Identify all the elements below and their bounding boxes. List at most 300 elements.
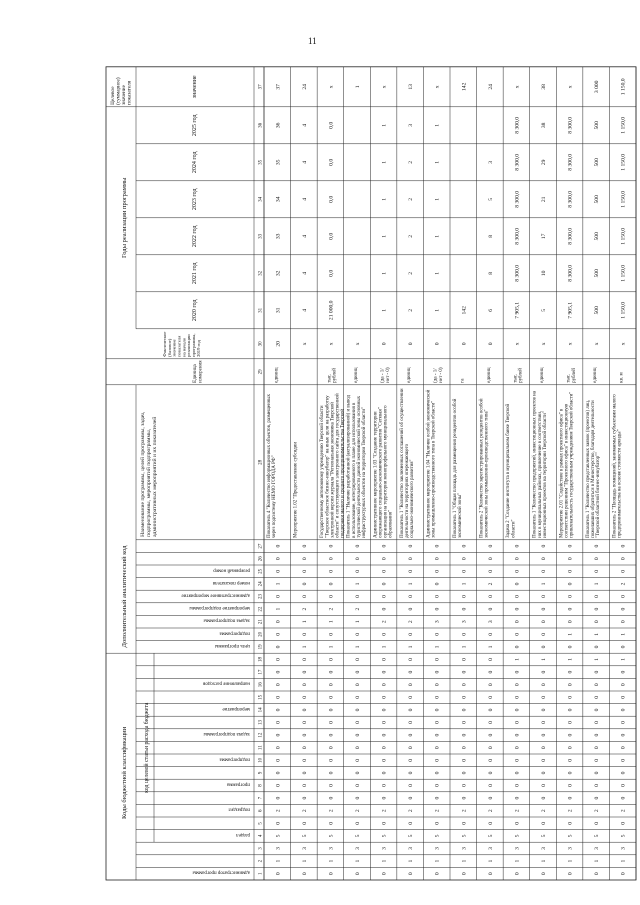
- code-cell: 0: [514, 695, 521, 699]
- code-cell: 0: [434, 771, 441, 775]
- row-year-value: 500: [594, 269, 601, 278]
- code-cell: 0: [301, 595, 308, 598]
- code-cell: 0: [461, 683, 468, 687]
- code-cell: 1: [567, 632, 574, 636]
- row-year-value: 10: [541, 270, 547, 277]
- row-target: 38: [541, 84, 547, 90]
- code-cell: 0: [355, 746, 361, 750]
- code-cell: 0: [301, 632, 308, 636]
- row-year-value: 1: [434, 160, 441, 164]
- row-year-value: 8: [487, 234, 494, 238]
- column-number: 28: [258, 459, 264, 465]
- code-cell: 0: [408, 746, 415, 750]
- row-unit: единиц: [593, 367, 599, 383]
- code-cell: 0: [541, 632, 547, 636]
- code-cell: 0: [514, 821, 521, 825]
- years-group-header: Годы реализации программы: [121, 177, 128, 258]
- code-cell: 0: [328, 708, 335, 712]
- code-cell: 0: [594, 595, 601, 598]
- column-number: 17: [258, 669, 264, 675]
- code-cell: 0: [461, 670, 468, 674]
- code-cell: 2: [487, 582, 494, 586]
- code-cell: 0: [275, 683, 282, 687]
- row-year-value: 500: [594, 306, 601, 315]
- code-cell: 1: [594, 658, 601, 661]
- code-cell: 5: [487, 834, 494, 838]
- row-year-value: 1: [381, 197, 388, 201]
- code-cell: 0: [487, 607, 494, 611]
- code-cell: 0: [541, 758, 547, 762]
- code-cell: 0: [620, 771, 627, 775]
- code-cell: 0: [301, 658, 308, 661]
- code-cell: 1: [355, 620, 361, 624]
- code-cell: 0: [514, 607, 521, 611]
- row-year-value: 5: [487, 197, 494, 201]
- code-cell: 1: [541, 582, 547, 586]
- column-number: 30: [258, 341, 264, 347]
- code-cell: 1: [275, 859, 282, 863]
- row-year-value: 0,0: [328, 121, 335, 129]
- code-cell: 0: [275, 872, 282, 876]
- code-cell: 1: [487, 645, 494, 649]
- code-cell: 0: [594, 557, 601, 561]
- code-column-label: подраздел: [228, 806, 250, 812]
- code-cell: 0: [461, 758, 468, 762]
- code-cell: 0: [594, 620, 601, 624]
- code-cell: 0: [408, 771, 415, 775]
- code-cell: 1: [434, 859, 441, 863]
- code-cell: 0: [275, 658, 282, 661]
- code-cell: 0: [567, 733, 574, 737]
- code-cell: 0: [541, 670, 547, 674]
- code-column-label: мероприятие подпрограммы: [189, 605, 250, 611]
- code-cell: 0: [567, 821, 574, 825]
- row-year-value: 1: [381, 271, 388, 275]
- code-cell: 5: [381, 834, 388, 838]
- code-cell: 0: [275, 733, 282, 737]
- code-cell: 0: [275, 746, 282, 750]
- row-year-value: 34: [275, 196, 282, 203]
- code-cell: 0: [594, 708, 601, 712]
- code-cell: 0: [355, 796, 361, 800]
- row-year-value: 1 150,0: [620, 153, 627, 171]
- code-cell: 0: [487, 632, 494, 636]
- code-cell: 0: [514, 708, 521, 712]
- row-year-value: 500: [594, 195, 601, 204]
- code-cell: 5: [434, 834, 441, 838]
- code-cell: 0: [461, 821, 468, 825]
- code-column-label: подпрограмма: [219, 630, 250, 636]
- year-column-header: 2020 год: [192, 299, 198, 322]
- code-cell: 0: [514, 721, 521, 724]
- column-number: 10: [258, 757, 264, 763]
- code-cell: 0: [541, 595, 547, 598]
- column-number: 8: [258, 784, 264, 787]
- code-cell: 0: [301, 771, 308, 775]
- row-year-value: 21: [541, 196, 547, 203]
- code-cell: 0: [487, 569, 494, 573]
- code-cell: 0: [434, 544, 441, 548]
- code-cell: 0: [594, 758, 601, 762]
- code-cell: 0: [620, 733, 627, 737]
- year-column-header: 2025 год: [192, 114, 198, 137]
- code-column-label: мероприятие: [222, 705, 250, 711]
- row-target: х: [381, 85, 388, 89]
- code-cell: 0: [275, 595, 282, 598]
- code-cell: 1: [408, 859, 415, 863]
- column-number: 1: [258, 872, 264, 875]
- code-cell: 0: [301, 746, 308, 750]
- row-name: Государственному автономному учреждению Тверской области"Тверское областное бизнес-инкубатор" на иные цели на разработкуэлектронной версии журнала "Региональная экономика Тверскойобласти" и сопутствующего электронного сайта для государственнойподдержки малого и среднего предпринимательства Тверской: [320, 393, 346, 538]
- code-cell: 1: [620, 632, 627, 636]
- code-cell: 2: [487, 809, 494, 813]
- code-cell: 0: [328, 746, 335, 750]
- code-cell: 1: [567, 859, 574, 863]
- column-number: 5: [258, 822, 264, 825]
- row-year-value: 4: [301, 197, 308, 201]
- code-cell: 3: [514, 847, 521, 850]
- code-cell: 0: [381, 632, 388, 636]
- code-cell: 3: [461, 847, 468, 850]
- row-fact: х: [620, 342, 627, 346]
- row-target: 3 000: [594, 80, 601, 94]
- row-year-value: 4: [301, 271, 308, 275]
- code-cell: 2: [328, 809, 335, 813]
- code-cell: 0: [408, 683, 415, 687]
- row-year-value: 8 300,0: [514, 264, 521, 282]
- code-cell: 0: [355, 733, 361, 737]
- code-cell: 0: [567, 620, 574, 624]
- column-number: 29: [258, 369, 264, 375]
- code-cell: 3: [275, 847, 282, 850]
- code-cell: 0: [487, 721, 494, 724]
- code-cell: 2: [328, 607, 335, 611]
- code-cell: 0: [567, 796, 574, 800]
- code-cell: 1: [461, 859, 468, 863]
- code-cell: 0: [381, 695, 388, 699]
- code-cell: 0: [541, 683, 547, 687]
- code-cell: 0: [514, 557, 521, 561]
- code-cell: 0: [408, 607, 415, 611]
- code-cell: 0: [275, 695, 282, 699]
- code-cell: 1: [408, 582, 415, 586]
- code-cell: 0: [487, 708, 494, 712]
- code-cell: 0: [594, 821, 601, 825]
- code-cell: 0: [408, 632, 415, 636]
- code-cell: 0: [594, 544, 601, 548]
- code-cell: 0: [487, 595, 494, 598]
- row-year-value: 8 300,0: [567, 227, 574, 245]
- code-cell: 1: [594, 859, 601, 863]
- row-year-value: 3: [408, 123, 415, 127]
- code-cell: 0: [567, 557, 574, 561]
- code-cell: 0: [434, 658, 441, 661]
- code-cell: 5: [328, 834, 335, 838]
- code-cell: 0: [514, 758, 521, 762]
- row-unit: тыс.рублей: [566, 368, 577, 383]
- code-cell: 0: [355, 569, 361, 573]
- code-cell: 0: [567, 695, 574, 699]
- code-cell: 0: [541, 544, 547, 548]
- code-cell: 0: [487, 821, 494, 825]
- code-cell: 0: [328, 632, 335, 636]
- code-cell: 1: [328, 859, 335, 863]
- code-cell: 1: [620, 859, 627, 863]
- year-column-header: 2022 год: [192, 225, 198, 248]
- code-cell: 0: [275, 569, 282, 573]
- budget-section-header: код целевой статьи расхода бюджета: [144, 702, 150, 793]
- code-cell: 0: [355, 683, 361, 687]
- column-number: 22: [258, 606, 264, 612]
- code-cell: 3: [381, 847, 388, 850]
- row-year-value: 7 905,1: [567, 301, 574, 319]
- row-year-value: 0,0: [328, 269, 335, 277]
- code-cell: 0: [301, 582, 308, 586]
- row-target: 142: [461, 82, 468, 91]
- code-cell: 1: [275, 607, 282, 611]
- code-cell: 2: [301, 607, 308, 611]
- code-cell: 2: [355, 809, 361, 813]
- code-cell: 1: [620, 658, 627, 661]
- row-year-value: 1: [434, 123, 441, 127]
- row-target: х: [567, 85, 574, 89]
- code-cell: 0: [461, 544, 468, 548]
- code-cell: 0: [355, 771, 361, 775]
- code-cell: 0: [620, 872, 627, 876]
- code-cell: 3: [567, 847, 574, 850]
- row-fact: х: [567, 342, 574, 346]
- code-cell: 0: [434, 569, 441, 573]
- row-year-value: 7 905,1: [514, 301, 521, 319]
- code-cell: 0: [620, 695, 627, 699]
- code-cell: 2: [355, 607, 361, 611]
- year-column-header: 2021 год: [192, 262, 198, 285]
- code-cell: 2: [381, 809, 388, 813]
- fact-column-header: Фактическое(базовое)значениепоказателяна началореализациипрограммы,2019 год: [162, 331, 201, 357]
- code-cell: 0: [567, 721, 574, 724]
- code-cell: 0: [381, 544, 388, 548]
- code-cell: 0: [487, 796, 494, 800]
- code-cell: 0: [461, 784, 468, 787]
- code-column-label: подпрограмма: [219, 756, 250, 762]
- code-cell: 0: [541, 708, 547, 712]
- row-year-value: 35: [275, 159, 282, 166]
- row-target: х: [328, 85, 335, 89]
- code-cell: 3: [620, 847, 627, 850]
- code-cell: 0: [541, 645, 547, 649]
- code-cell: 1: [381, 645, 388, 649]
- row-year-value: 21 000,0: [328, 300, 335, 321]
- code-cell: 0: [514, 784, 521, 787]
- code-cell: 0: [461, 721, 468, 724]
- code-cell: 1: [301, 645, 308, 649]
- row-year-value: 29: [541, 159, 547, 166]
- code-cell: 0: [514, 632, 521, 636]
- code-cell: 0: [275, 670, 282, 674]
- row-target: х: [514, 85, 521, 89]
- code-cell: 0: [594, 721, 601, 724]
- code-cell: 0: [567, 645, 574, 649]
- code-cell: 0: [514, 582, 521, 586]
- code-cell: 0: [275, 645, 282, 649]
- code-cell: 0: [620, 607, 627, 611]
- code-column-label: цель программы: [214, 642, 250, 648]
- code-cell: 0: [381, 670, 388, 674]
- code-cell: 0: [487, 758, 494, 762]
- code-cell: 0: [328, 557, 335, 561]
- code-cell: 0: [594, 607, 601, 611]
- row-unit: единиц: [486, 367, 492, 383]
- column-number: 2: [258, 859, 264, 863]
- code-cell: 0: [301, 821, 308, 825]
- code-cell: 1: [487, 859, 494, 863]
- column-number: 19: [258, 644, 264, 650]
- code-cell: 0: [541, 607, 547, 611]
- row-fact: х: [514, 342, 521, 346]
- row-year-value: 4: [301, 123, 308, 127]
- code-cell: 0: [461, 607, 468, 611]
- code-cell: 5: [408, 834, 415, 838]
- code-cell: 0: [567, 595, 574, 598]
- code-cell: 2: [434, 809, 441, 813]
- code-cell: 0: [487, 872, 494, 876]
- code-cell: 0: [275, 620, 282, 624]
- code-cell: 0: [381, 796, 388, 800]
- code-cell: 0: [408, 569, 415, 573]
- code-cell: 0: [275, 821, 282, 825]
- code-cell: 0: [381, 658, 388, 661]
- code-cell: 2: [594, 809, 601, 813]
- code-cell: 0: [514, 569, 521, 573]
- code-column-label: задача подпрограммы: [203, 731, 250, 737]
- row-year-value: 1 150,0: [620, 116, 627, 134]
- code-cell: 3: [408, 847, 415, 850]
- code-cell: 5: [275, 834, 282, 838]
- row-year-value: 2: [408, 234, 415, 238]
- code-cell: 0: [487, 683, 494, 687]
- code-cell: 0: [434, 721, 441, 724]
- code-cell: 0: [328, 695, 335, 699]
- row-unit: га: [460, 378, 466, 383]
- code-cell: 1: [541, 658, 547, 661]
- column-number: 27: [258, 543, 264, 549]
- row-year-value: 2: [408, 197, 415, 201]
- row-fact: 0: [408, 342, 415, 346]
- code-cell: 0: [620, 796, 627, 800]
- code-cell: 3: [434, 620, 441, 624]
- code-cell: 1: [514, 658, 521, 661]
- code-cell: 0: [594, 746, 601, 750]
- row-target: х: [434, 85, 441, 89]
- code-cell: 0: [567, 708, 574, 712]
- code-cell: 0: [301, 796, 308, 800]
- code-cell: 3: [355, 847, 361, 850]
- row-year-value: 1: [434, 308, 441, 312]
- column-number: 33: [258, 233, 264, 239]
- code-cell: 5: [620, 834, 627, 838]
- code-cell: 3: [301, 847, 308, 850]
- column-number: 14: [258, 707, 264, 713]
- row-year-value: 0,0: [328, 158, 335, 166]
- row-year-value: 1: [381, 234, 388, 238]
- code-cell: 0: [461, 771, 468, 775]
- row-name: Показатель 1 "Количество предприятий, инвестиционных проектов наних в муниципальных районах, привлечение в соответствии,инвестиционных проектов на территории Тверской области": [532, 391, 549, 538]
- code-cell: 0: [567, 683, 574, 687]
- code-cell: 0: [461, 746, 468, 750]
- code-cell: 0: [355, 658, 361, 661]
- code-cell: 0: [620, 821, 627, 825]
- row-target: 1 150,0: [620, 78, 627, 96]
- code-cell: 3: [328, 847, 335, 850]
- code-cell: 0: [328, 582, 335, 586]
- code-cell: 2: [408, 809, 415, 813]
- code-cell: 0: [328, 721, 335, 724]
- row-year-value: 3: [487, 160, 494, 164]
- row-name: Задача 2 "Создание института в муниципальном банке Тверскойобласти": [506, 403, 517, 538]
- code-cell: 2: [301, 809, 308, 813]
- code-cell: 0: [328, 595, 335, 598]
- row-fact: 0: [434, 342, 441, 346]
- row-year-value: 1 150,0: [620, 264, 627, 282]
- code-cell: 0: [594, 695, 601, 699]
- code-cell: 0: [541, 569, 547, 573]
- code-cell: 1: [514, 859, 521, 863]
- code-cell: 0: [620, 670, 627, 674]
- code-cell: 0: [620, 784, 627, 787]
- row-unit: единиц: [274, 367, 280, 383]
- budget-codes-group-header: Коды бюджетной классификации: [121, 726, 128, 819]
- code-cell: 0: [301, 758, 308, 762]
- code-cell: 0: [381, 733, 388, 737]
- code-cell: 0: [487, 544, 494, 548]
- code-cell: 0: [541, 557, 547, 561]
- code-cell: 2: [567, 809, 574, 813]
- row-year-value: 2: [408, 271, 415, 275]
- code-cell: 0: [541, 746, 547, 750]
- row-year-value: 142: [461, 306, 468, 315]
- code-cell: 1: [461, 645, 468, 649]
- code-cell: 0: [275, 721, 282, 724]
- code-cell: 0: [434, 733, 441, 737]
- row-year-value: 8 300,0: [514, 190, 521, 208]
- code-cell: 0: [381, 582, 388, 586]
- row-fact: х: [301, 342, 308, 346]
- column-number: 9: [258, 771, 264, 775]
- row-year-value: 8 300,0: [567, 190, 574, 208]
- column-number: 6: [258, 809, 264, 812]
- column-number: 35: [258, 159, 264, 165]
- code-cell: 0: [355, 721, 361, 724]
- row-year-value: 1 150,0: [620, 227, 627, 245]
- code-cell: 0: [620, 758, 627, 762]
- code-cell: 0: [594, 645, 601, 649]
- code-cell: 0: [514, 645, 521, 649]
- code-cell: 0: [301, 733, 308, 737]
- code-cell: 0: [408, 821, 415, 825]
- code-cell: 0: [567, 746, 574, 750]
- code-cell: 0: [355, 872, 361, 876]
- code-cell: 0: [514, 771, 521, 775]
- code-cell: 0: [328, 544, 335, 548]
- code-cell: 0: [594, 670, 601, 674]
- code-cell: 1: [408, 645, 415, 649]
- code-cell: 0: [434, 607, 441, 611]
- code-cell: 0: [381, 569, 388, 573]
- code-cell: 0: [301, 784, 308, 787]
- row-target: 1: [355, 85, 361, 89]
- code-cell: 0: [620, 746, 627, 750]
- code-cell: 2: [541, 809, 547, 813]
